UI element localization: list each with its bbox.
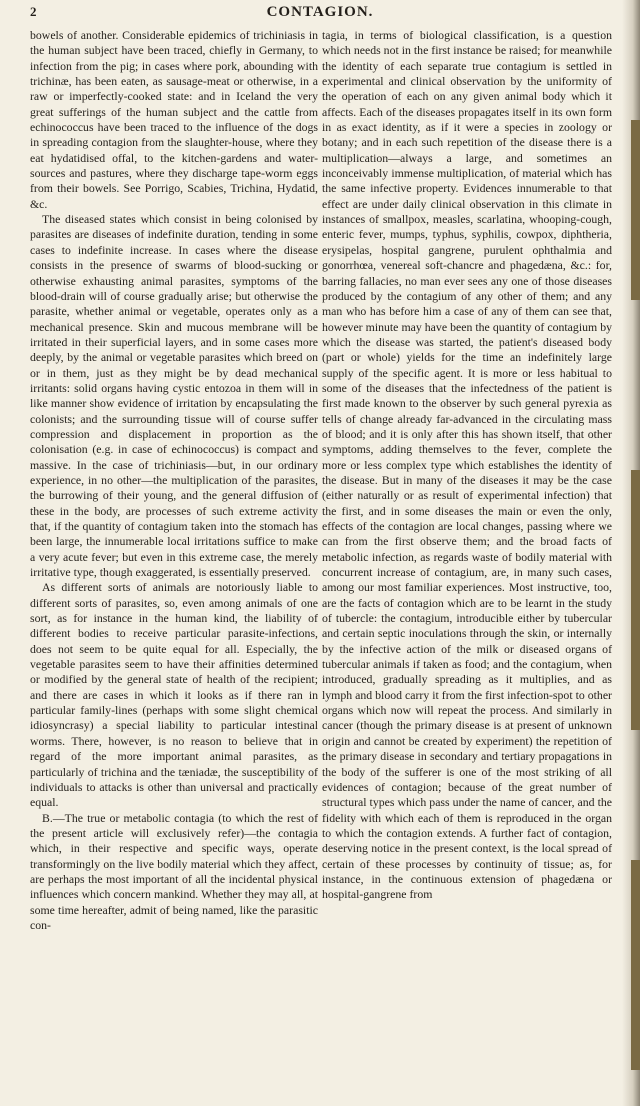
paragraph: The diseased states which consist in being colonised by parasites are diseases of indefinite duration, tending in some cases to indefinite increase. In cases where the disease consists in the presence of swarms of blood-sucking or otherwise exhausting animal parasites, symptoms of the blood-drain will of course gradually arise; but otherwise the parasite, whether animal or vegetable, operates only as a mechanical presence. Skin and mucous membrane will be irritated in their superficial layers, and in some cases more deeply, by the animal or vegetable parasites which breed on or in them, just as they might be by dead mechanical irritants: solid organs having cystic entozoa in them will in like manner show evidence of irritation by encapsulating the colonists; and the surrounding tissue will of course suffer compression and displacement in proportion as the colonisation (e.g. in case of echinococcus) is compact and massive. In the case of trichiniasis—but, in our ordinary experience, in no other—the multiplication of the parasites, the burrowing of their young, and the general diffusion of these in the body, are processes of such extreme activity that, if the quantity of contagium taken into the stomach has been large, the innumerable local irritations suffice to make a very acute fever; but even in this extreme case, the merely irritative type, though exaggerated, is essentially preserved. xyxy=(30,212,318,580)
running-title: CONTAGION. xyxy=(266,4,374,20)
page-edge-mark xyxy=(631,120,640,300)
page-edge-mark xyxy=(631,470,640,730)
paragraph: bowels of another. Considerable epidemics of trichiniasis in the human subject have been traced, chiefly in Germany, to infection from the pig; in cases where pork, abounding with trichinæ, has been eaten, as sausage-meat or otherwise, in a raw or imperfectly-cooked state: and in Iceland the very great sufferings of the human subject and the cattle from echinococcus have been traced to the influence of the dogs in spreading contagion from the slaughter-house, where they eat hydatidised offal, to the kitchen-gardens and water-sources and pastures, where they discharge tape-worm eggs from their bowels. See Porrigo, Scabies, Trichina, Hydatid, &c. xyxy=(30,28,318,211)
paragraph: As different sorts of animals are notoriously liable to different sorts of parasites, so, even among animals of one sort, as for instance in the human kind, the liability of different bodies to receive particular parasite-infections, does not seem to be quite equal for all. Especially, the vegetable parasites seem to have their affinities determined or modified by the general state of health of the recipient; and there are cases in which it looks as if there ran in particular family-lines (perhaps with some slight chemical idiosyncrasy) a special liability to particular intestinal worms. There, however, is no reason to believe that in regard of the more important animal parasites, as particularly of trichina and the tæniadæ, the susceptibility of individuals to attacks is other than universal and practically equal. xyxy=(30,580,318,810)
page-edge-mark xyxy=(631,860,640,1070)
paragraph: B.—The true or metabolic contagia (to which the rest of the present article will exclusively refer)—the contagia which, in their respective and specific ways, operate transformingly on the live bodily material which they affect, are perhaps the most important of all the incidental physical influences which concern mankind. Whether they may all, at some time hereafter, admit of being named, like the parasitic con- xyxy=(30,810,318,932)
paragraph: tagia, in terms of biological classification, is a question which needs not in the first instance be raised; for meanwhile the identity of each separate true contagium is settled in experimental and clinical observation by the uniformity of the operation of each on any given animal body which it affects. Each of the diseases propagates itself in its own form in as exact identity, as if it were a species in zoology or botany; and in each such repetition of the disease there is a multiplication—always a large, and sometimes an inconceivably immense multiplication, of material which has the same infective property. Evidences innumerable to that effect are under daily clinical observation in this climate in instances of smallpox, measles, scarlatina, whooping-cough, enteric fever, mumps, typhus, syphilis, cowpox, diphtheria, erysipelas, hospital gangrene, purulent ophthalmia and gonorrhœa, venereal soft-chancre and phagedæna, &c.: for, barring fallacies, no man ever sees any one of those diseases produced by the contagium of any other of them; and any man who has before him a case of any of them can see that, however minute may have been the quantity of contagium by which the disease was started, the patient's diseased body (part or whole) yields for the time an indefinitely large supply of the specific agent. It is more or less habitual to some of the diseases that the infectedness of the patient is first made known to the observer by such general pyrexia as tells of change already far-advanced in the circulating mass of blood; and it is only after this has shown itself, that other symptoms, adding themselves to the fever, complete the more or less complex type which establishes the identity of the disease. But in many of the diseases it may be the case (either naturally or as result of experimental infection) that the first, and in some diseases the main or even the only, effects of the contagion are local changes, passing where we can from the first observe them; and the broad facts of metabolic infection, as regards waste of bodily material with concurrent increase of contagium, are, in many such cases, among our most familiar experiences. Most instructive, too, are the facts of contagion which are to be learnt in the study of tubercle: the contagium, introducible either by tubercular and certain septic inoculations through the skin, or internally by the infective action of the milk or diseased organs of tubercular animals if taken as food; and the contagium, when introduced, gradually spreading as it multiplies, and as lymph and blood carry it from the first infection-spot to other organs which now will repeat the process. And similarly in cancer (though the primary disease is at present of unknown origin and cannot be created by experiment) the repetition of the primary disease in secondary and tertiary propagations in the body of the sufferer is one of the most striking of all evidences of contagion; because of the great number of structural types which pass under the name of cancer, and the fidelity with which each of them is reproduced in the organ to which the contagion extends. A further fact of contagion, deserving notice in the present context, is the local spread of certain of these processes by continuity of tissue; as, for instance, in the continuous extension of phagedæna or hospital-gangrene from xyxy=(322,28,612,902)
page-number: 2 xyxy=(30,4,37,19)
left-column xyxy=(30,28,318,933)
right-column xyxy=(322,28,612,903)
